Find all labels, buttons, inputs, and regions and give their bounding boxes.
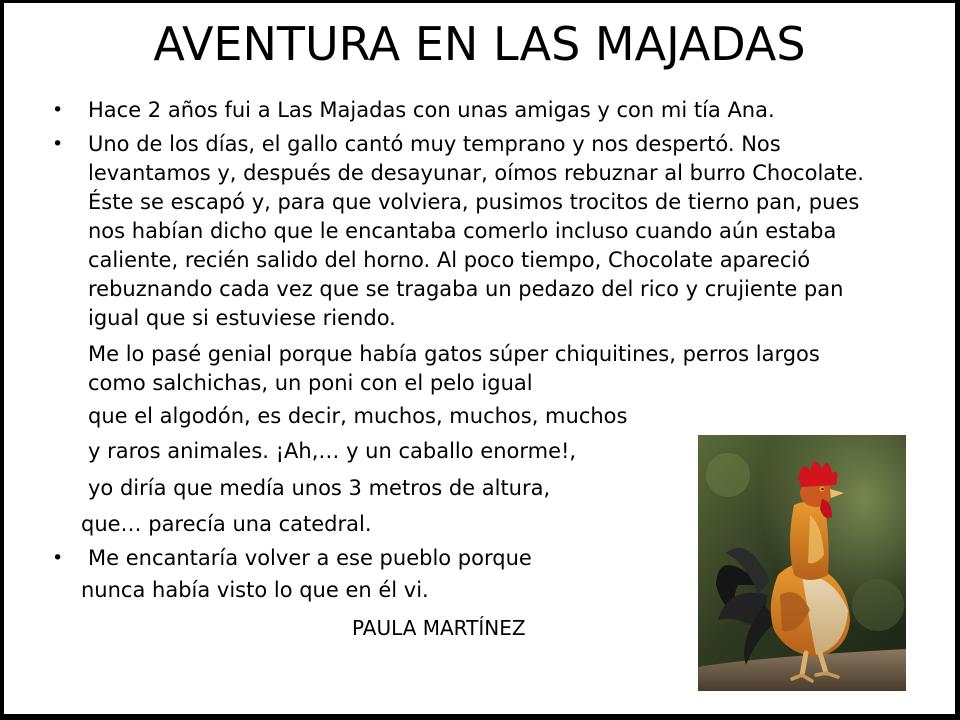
paragraph-4-line: Me encantaría volver a ese pueblo porque bbox=[88, 546, 532, 570]
paragraph-1: Hace 2 años fui a Las Majadas con unas amigas y con mi tía Ana. bbox=[88, 98, 775, 122]
paragraph-3-line: y raros animales. ¡Ah,… y un caballo enorme!, bbox=[88, 439, 577, 463]
paragraph-3-line: que el algodón, es decir, muchos, muchos, muchos bbox=[88, 404, 628, 428]
paragraph-3-line: que… parecía una catedral. bbox=[81, 512, 372, 536]
author-signature: PAULA MARTÍNEZ bbox=[352, 616, 526, 640]
paragraph-4-line: nunca había visto lo que en él vi. bbox=[81, 578, 429, 602]
bullet-icon: • bbox=[52, 99, 64, 121]
bullet-icon: • bbox=[52, 133, 64, 155]
slide-title: AVENTURA EN LAS MAJADAS bbox=[153, 17, 806, 71]
paragraph-2-line: rebuznando cada vez que se tragaba un pedazo del rico y crujiente pan bbox=[88, 277, 844, 301]
bullet-icon: • bbox=[52, 547, 64, 569]
paragraph-2-line: levantamos y, después de desayunar, oímos rebuznar al burro Chocolate. bbox=[88, 161, 864, 185]
paragraph-2-line: igual que si estuviese riendo. bbox=[88, 306, 396, 330]
paragraph-2-line: Uno de los días, el gallo cantó muy temprano y nos despertó. Nos bbox=[88, 132, 781, 156]
paragraph-3-line: como salchichas, un poni con el pelo igual bbox=[88, 371, 533, 395]
paragraph-2-line: caliente, recién salido del horno. Al poco tiempo, Chocolate apareció bbox=[88, 248, 811, 272]
rooster-photo bbox=[698, 435, 906, 691]
paragraph-2-line: nos habían dicho que le encantaba comerlo incluso cuando aún estaba bbox=[88, 219, 837, 243]
paragraph-2-line: Éste se escapó y, para que volviera, pusimos trocitos de tierno pan, pues bbox=[88, 190, 860, 214]
paragraph-3-line: Me lo pasé genial porque había gatos súper chiquitines, perros largos bbox=[88, 342, 820, 366]
paragraph-3-line: yo diría que medía unos 3 metros de altura, bbox=[88, 476, 551, 500]
slide bbox=[4, 3, 955, 714]
